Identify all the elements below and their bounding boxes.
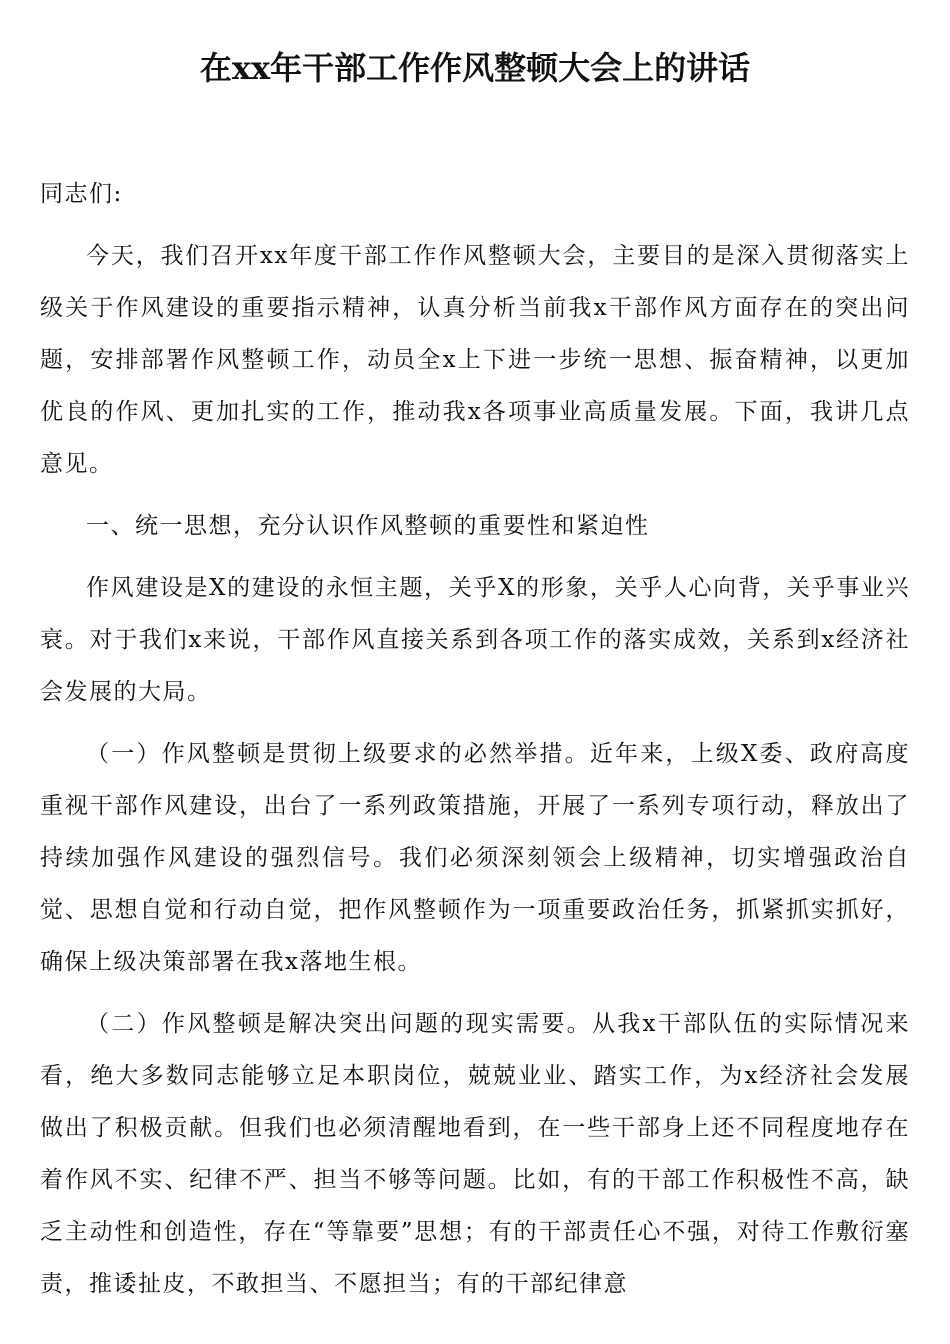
paragraph-section-1: 作风建设是X的建设的永恒主题，关乎X的形象，关乎人心向背，关乎事业兴衰。对于我们x来说，干部作风直接关系到各项工作的落实成效，关系到x经济社会发展的大局。 (40, 575, 910, 705)
paragraph-subsection-1: （一）作风整顿是贯彻上级要求的必然举措。近年来，上级X委、政府高度重视干部作风建设，出台了一系列政策措施，开展了一系列专项行动，释放出了持续加强作风建设的强烈信号。我们必须深刻领会上级精神，切实增强政治自觉、思想自觉和行动自觉，把作风整顿作为一项重要政治任务，抓紧抓实抓好，确保上级决策部署在我x落地生根。 (40, 741, 910, 975)
section-heading-1: 一、统一思想，充分认识作风整顿的重要性和紧迫性 (86, 513, 650, 539)
document-body (40, 168, 910, 1320)
document-title: 在xx年干部工作作风整顿大会上的讲话 (199, 49, 751, 87)
paragraph-intro: 今天，我们召开xx年度干部工作作风整顿大会，主要目的是深入贯彻落实上级关于作风建设的重要指示精神，认真分析当前我x干部作风方面存在的突出问题，安排部署作风整顿工作，动员全x上下进一步统一思想、振奋精神，以更加优良的作风、更加扎实的工作，推动我x各项事业高质量发展。下面，我讲几点意见。 (40, 243, 910, 477)
paragraph-subsection-2: （二）作风整顿是解决突出问题的现实需要。从我x干部队伍的实际情况来看，绝大多数同志能够立足本职岗位，兢兢业业、踏实工作，为x经济社会发展做出了积极贡献。但我们也必须清醒地看到，在一些干部身上还不同程度地存在着作风不实、纪律不严、担当不够等问题。比如，有的干部工作积极性不高，缺乏主动性和创造性，存在“等靠要”思想；有的干部责任心不强，对待工作敷衍塞责，推诿扯皮，不敢担当、不愿担当；有的干部纪律意 (40, 1011, 910, 1297)
salutation: 同志们: (40, 181, 123, 207)
